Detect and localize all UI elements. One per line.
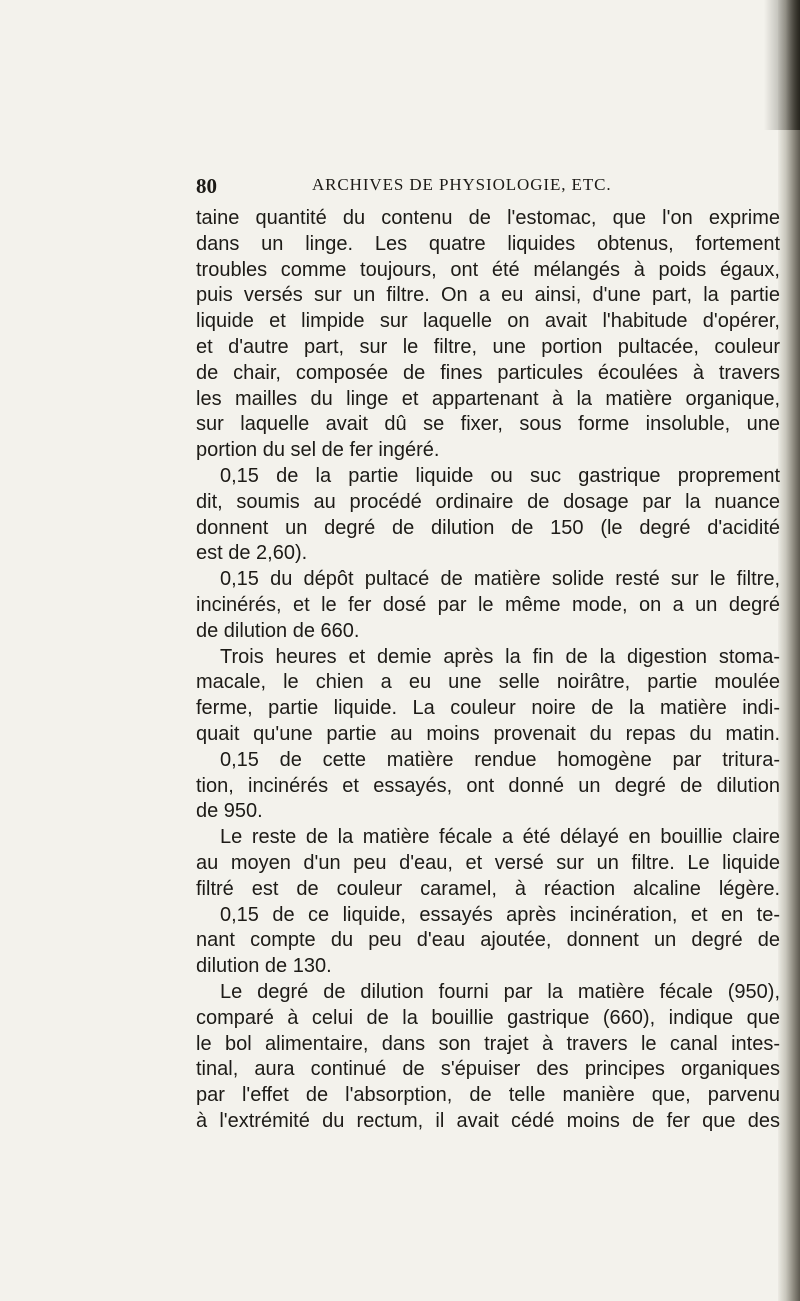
- text-line: portion du sel de fer ingéré.: [196, 439, 440, 462]
- text-line: et d'autre part, sur le filtre, une portion pultacée, couleur: [196, 335, 780, 358]
- page-edge-shadow: [778, 0, 800, 1301]
- text-line: de dilution de 660.: [196, 619, 360, 642]
- page-edge-dark-corner: [764, 0, 800, 130]
- text-line: taine quantité du contenu de l'estomac, que l'on exprime: [196, 207, 780, 229]
- text-line: tion, incinérés et essayés, ont donné un degré de dilution: [196, 774, 780, 797]
- text-line: 0,15 de ce liquide, essayés après incinération, et en te-: [220, 903, 780, 926]
- text-line: 0,15 de cette matière rendue homogène par tritura-: [220, 748, 780, 771]
- text-line: de 950.: [196, 800, 263, 823]
- text-line: de chair, composée de fines particules écoulées à travers: [196, 361, 780, 384]
- text-line: macale, le chien a eu une selle noirâtre, partie moulée: [196, 671, 780, 694]
- text-line: troubles comme toujours, ont été mélangés à poids égaux,: [196, 258, 780, 281]
- text-line: incinérés, et le fer dosé par le même mode, on a un degré: [196, 593, 780, 616]
- body-text: [196, 206, 780, 1135]
- text-line: dans un linge. Les quatre liquides obtenus, fortement: [196, 232, 780, 255]
- text-line: le bol alimentaire, dans son trajet à travers le canal intes-: [196, 1032, 780, 1055]
- text-line: par l'effet de l'absorption, de telle manière que, parvenu: [196, 1084, 780, 1107]
- text-line: sur laquelle avait dû se fixer, sous forme insoluble, une: [196, 413, 780, 436]
- text-line: Le reste de la matière fécale a été délayé en bouillie claire: [220, 826, 780, 849]
- text-line: ferme, partie liquide. La couleur noire de la matière indi-: [196, 697, 780, 720]
- text-line: liquide et limpide sur laquelle on avait l'habitude d'opérer,: [196, 310, 780, 333]
- text-line: comparé à celui de la bouillie gastrique (660), indique que: [196, 1006, 780, 1029]
- text-line: dit, soumis au procédé ordinaire de dosage par la nuance: [196, 490, 780, 513]
- running-head: ARCHIVES DE PHYSIOLOGIE, ETC.: [312, 175, 612, 194]
- text-line: Trois heures et demie après la fin de la digestion stoma-: [220, 645, 780, 668]
- text-line: donnent un degré de dilution de 150 (le degré d'acidité: [196, 516, 780, 539]
- text-line: à l'extrémité du rectum, il avait cédé moins de fer que des: [196, 1109, 780, 1132]
- text-line: Le degré de dilution fourni par la matière fécale (950),: [220, 980, 780, 1003]
- text-line: au moyen d'un peu d'eau, et versé sur un filtre. Le liquide: [196, 851, 780, 874]
- text-line: est de 2,60).: [196, 542, 308, 565]
- text-line: filtré est de couleur caramel, à réaction alcaline légère.: [196, 877, 780, 900]
- text-line: tinal, aura continué de s'épuiser des principes organiques: [196, 1058, 780, 1081]
- text-line: 0,15 du dépôt pultacé de matière solide resté sur le filtre,: [220, 568, 780, 591]
- text-line: nant compte du peu d'eau ajoutée, donnent un degré de: [196, 929, 780, 952]
- page-number: 80: [196, 174, 217, 198]
- text-line: quait qu'une partie au moins provenait du repas du matin.: [196, 722, 780, 745]
- text-line: les mailles du linge et appartenant à la matière organique,: [196, 387, 780, 410]
- text-line: 0,15 de la partie liquide ou suc gastrique proprement: [220, 464, 780, 487]
- text-line: dilution de 130.: [196, 955, 332, 978]
- text-line: puis versés sur un filtre. On a eu ainsi, d'une part, la partie: [196, 284, 780, 307]
